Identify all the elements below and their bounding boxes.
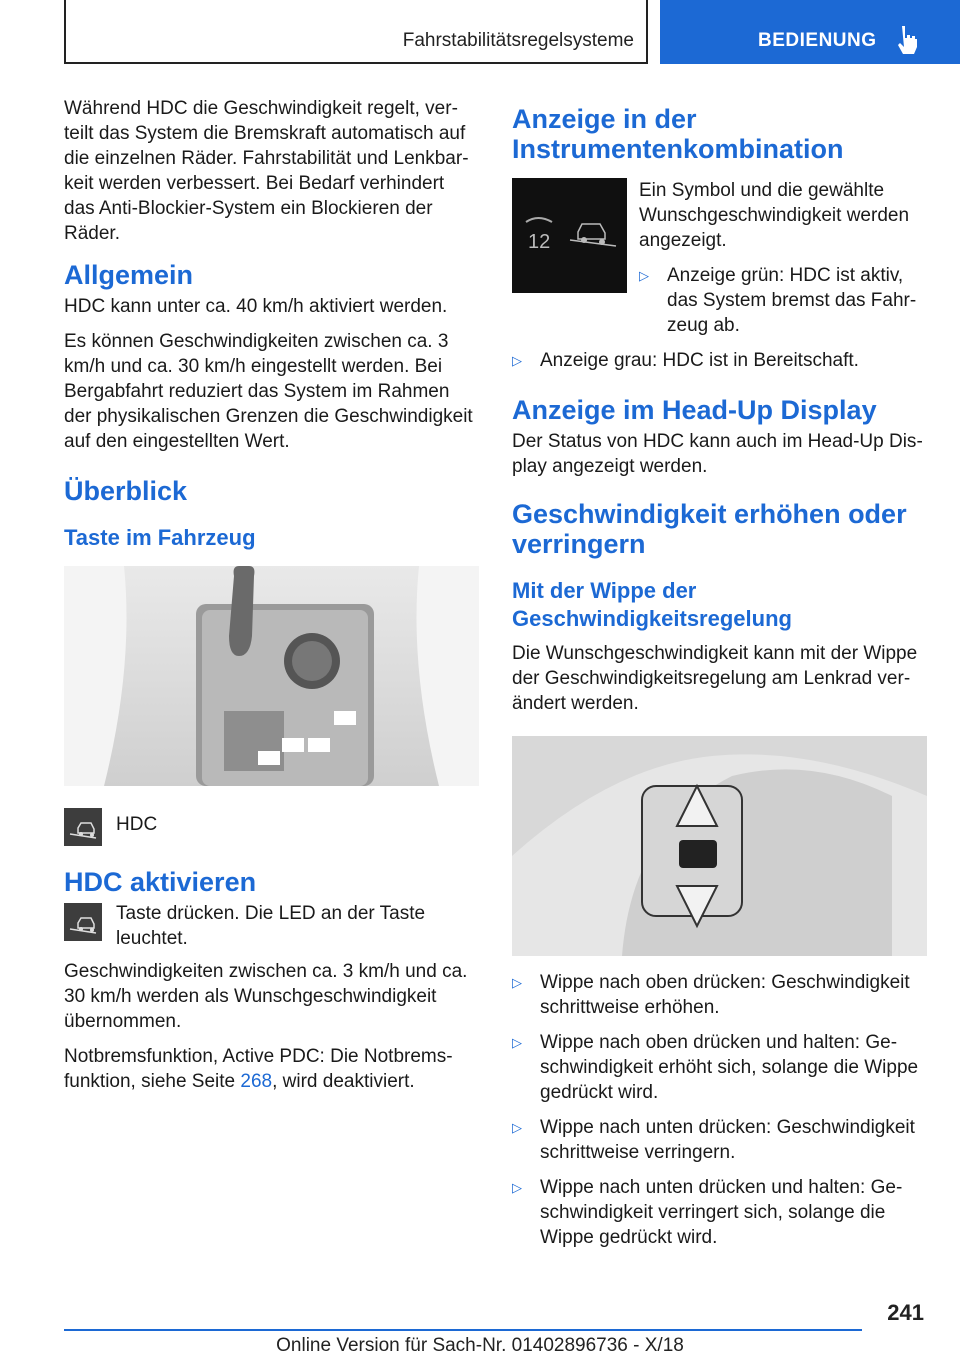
allgemein-paragraph-2: Es können Geschwindigkeiten zwischen ca. 3 km/h und ca. 30 km/h eingestellt werden. Bei Bergabfahrt reduziert das System im Rahmen der physikalischen Grenzen die Geschwindigkeit auf den eingestellten Wert. bbox=[64, 331, 473, 452]
bullet-text: Wippe nach oben drücken und halten: Geschwindigkeit erhöht sich, solange die Wippe gedrückt wird. bbox=[540, 1032, 919, 1103]
bullet-text: Wippe nach oben drücken: Geschwindigkeit schrittweise erhöhen. bbox=[540, 972, 910, 1018]
bullet-text: Anzeige grün: HDC ist aktiv, das System bremst das Fahrzeug ab. bbox=[667, 265, 917, 336]
text-segment: Notbremsfunktion, Active PDC: Die Notbremsfunktion, siehe Seite bbox=[64, 1046, 453, 1092]
wippe-bullet bbox=[512, 1115, 927, 1165]
instrument-display-block bbox=[512, 178, 927, 348]
right-column bbox=[512, 96, 927, 1260]
hdc-icon-label: HDC bbox=[116, 814, 158, 835]
heading-taste: Taste im Fahrzeug bbox=[64, 525, 256, 550]
instrument-bullet-2 bbox=[512, 348, 927, 373]
bullet-text: Wippe nach unten drücken und halten: Geschwindigkeit verringert sich, solange die Wippe gedrückt wird. bbox=[540, 1177, 903, 1248]
bullet-marker: ▷ bbox=[512, 1120, 522, 1135]
wippe-bullet bbox=[512, 1030, 927, 1105]
heading-allgemein: Allgemein bbox=[64, 260, 194, 290]
left-column bbox=[64, 96, 479, 1104]
heading-anzeige-instrumentenkombination: Anzeige in der Instrumentenkombination bbox=[512, 104, 844, 164]
instrument-bullet-1 bbox=[639, 263, 927, 338]
aktivieren-icon-row bbox=[64, 901, 479, 951]
page-link-268[interactable]: 268 bbox=[240, 1071, 273, 1092]
footer-divider bbox=[64, 1329, 862, 1331]
heading-ueberblick: Überblick bbox=[64, 476, 188, 506]
hill-descent-control-icon bbox=[64, 808, 102, 846]
wippe-paragraph: Die Wunschgeschwindigkeit kann mit der Wippe der Geschwindigkeitsregelung am Lenkrad verändert werden. bbox=[512, 643, 918, 714]
page-number: 241 bbox=[887, 1300, 924, 1325]
header-section-box bbox=[64, 0, 648, 64]
aktivieren-paragraph-2 bbox=[64, 1044, 479, 1094]
heading-head-up-display: Anzeige im Head-Up Display bbox=[512, 395, 877, 425]
wippe-bullet bbox=[512, 970, 927, 1020]
steering-wheel-rocker-photo bbox=[512, 736, 927, 956]
section-title: Fahrstabilitätsregelsysteme bbox=[402, 30, 634, 51]
hud-paragraph: Der Status von HDC kann auch im Head-Up Display angezeigt werden. bbox=[512, 431, 923, 477]
aktivieren-paragraph-1: Geschwindigkeiten zwischen ca. 3 km/h und ca. 30 km/h werden als Wunschgeschwindigkeit übernommen. bbox=[64, 961, 468, 1032]
wippe-bullet-list bbox=[512, 970, 927, 1250]
wippe-bullet bbox=[512, 1175, 927, 1250]
bullet-marker: ▷ bbox=[512, 1035, 522, 1050]
aktivieren-icon-text: Taste drücken. Die LED an der Taste leuchtet. bbox=[116, 903, 426, 949]
tab-bedienung[interactable] bbox=[660, 0, 960, 64]
instrument-text: Ein Symbol und die gewählte Wunschgeschwindigkeit werden angezeigt. bbox=[639, 180, 910, 251]
heading-wippe: Mit der Wippe der Geschwindigkeitsregelung bbox=[512, 578, 792, 631]
bullet-text: Anzeige grau: HDC ist in Bereitschaft. bbox=[540, 350, 859, 371]
footer-text: Online Version für Sach-Nr. 01402896736 - X/18 bbox=[276, 1335, 684, 1356]
allgemein-paragraph-1: HDC kann unter ca. 40 km/h aktiviert werden. bbox=[64, 296, 448, 317]
instrument-speed-value: 12 bbox=[528, 231, 551, 253]
bullet-marker: ▷ bbox=[512, 975, 522, 990]
hdc-icon-legend bbox=[64, 806, 479, 847]
bullet-marker: ▷ bbox=[512, 353, 522, 368]
heading-geschwindigkeit: Geschwindigkeit erhöhen oder verringern bbox=[512, 499, 907, 559]
text-segment: , wird deaktiviert. bbox=[272, 1071, 415, 1092]
tab-label: BEDIENUNG bbox=[758, 30, 877, 51]
center-console-photo bbox=[64, 566, 479, 786]
bullet-marker: ▷ bbox=[512, 1180, 522, 1195]
bullet-marker: ▷ bbox=[639, 268, 649, 283]
instrument-display-image bbox=[512, 178, 627, 293]
pointing-hand-icon bbox=[896, 24, 920, 56]
bullet-text: Wippe nach unten drücken: Geschwindigkeit schrittweise verringern. bbox=[540, 1117, 915, 1163]
heading-hdc-aktivieren: HDC aktivieren bbox=[64, 867, 257, 897]
hill-descent-control-icon bbox=[64, 903, 102, 941]
intro-paragraph: Während HDC die Geschwindigkeit regelt, verteilt das System die Bremskraft automatisch auf die einzelnen Räder. Fahrstabilität und Lenkbarkeit werden verbessert. Bei Bedarf verhindert das Anti-Blockier-System ein Blockieren der Räder. bbox=[64, 98, 469, 244]
